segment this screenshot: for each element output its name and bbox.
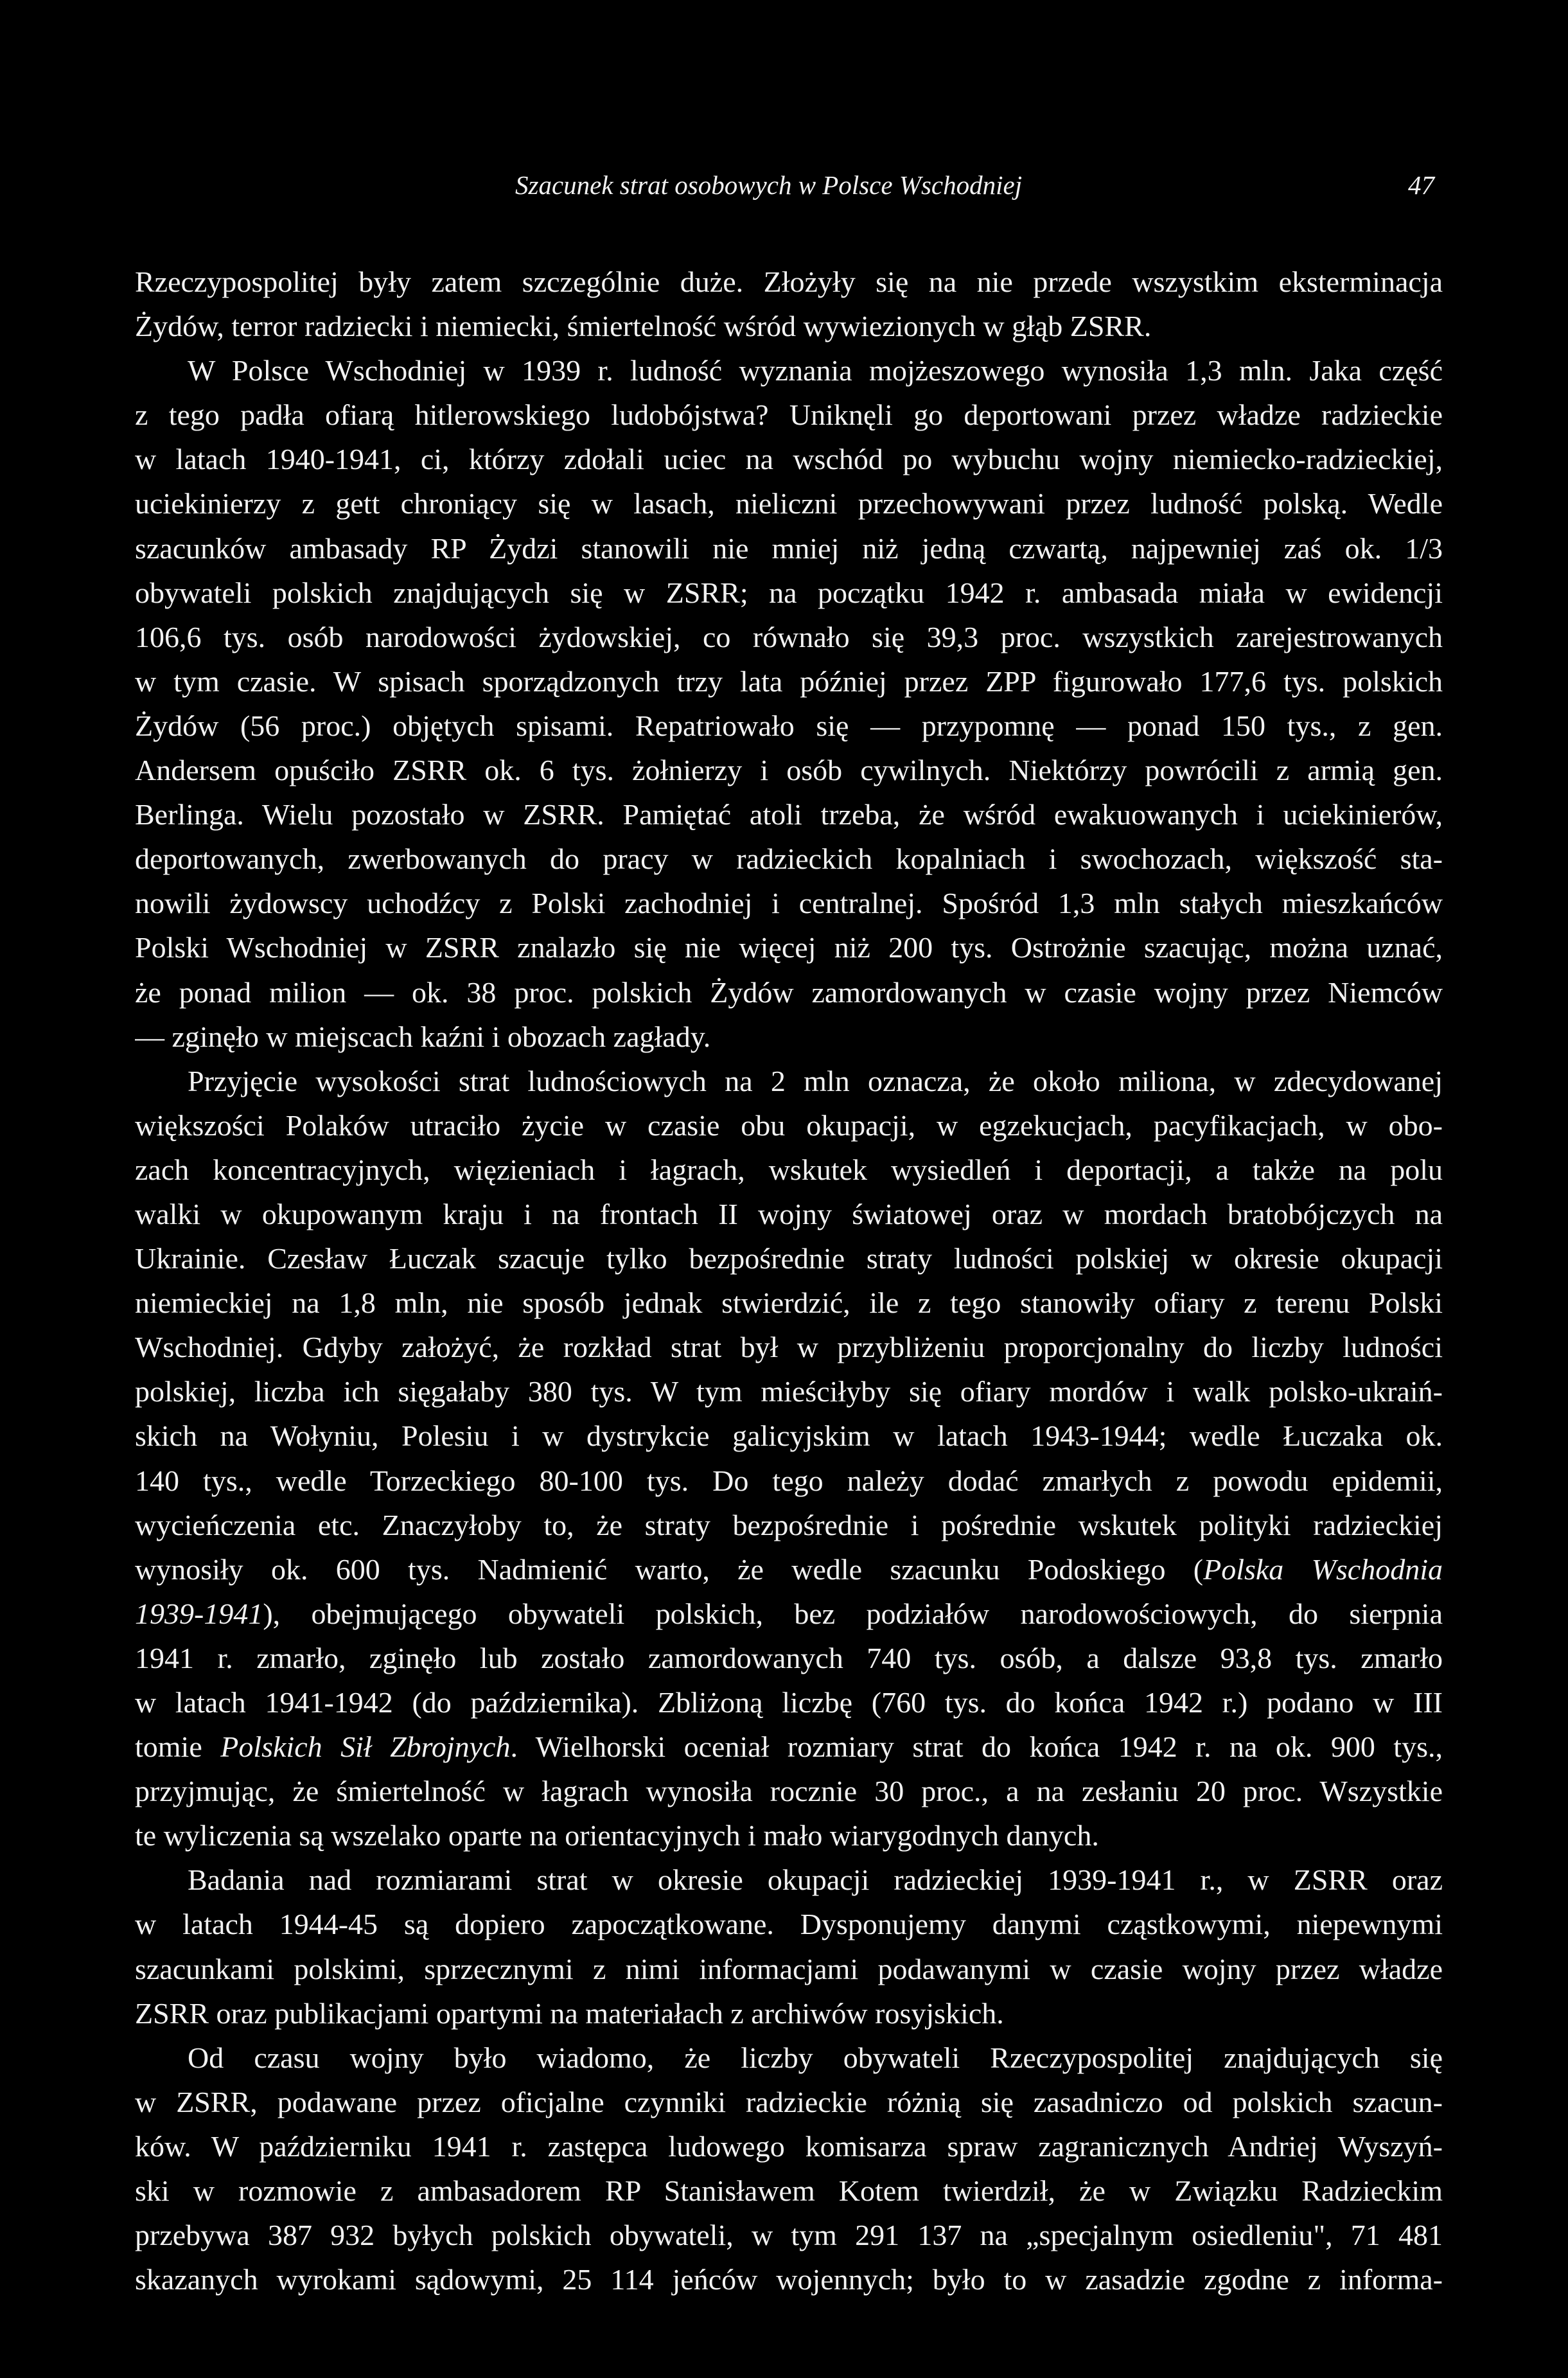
italic-title: Polska Wschodnia	[1203, 1552, 1443, 1586]
text-line	[135, 1858, 1443, 1902]
text-run: ków. W październiku 1941 r. zastępca ludowego komisarza spraw zagranicznych Andriej Wyszyń-	[135, 2129, 1443, 2163]
text-run: skich na Wołyniu, Polesiu i w dystrykcie galicyjskim w latach 1943-1944; wedle Łuczaka ok.	[135, 1419, 1443, 1453]
text-line	[135, 2080, 1443, 2124]
text-run: Rzeczypospolitej były zatem szczególnie duże. Złożyły się na nie przede wszystkim eksterminacja	[135, 265, 1443, 298]
text-run: większości Polaków utraciło życie w czasie obu okupacji, w egzekucjach, pacyfikacjach, w obo-	[135, 1108, 1443, 1142]
page-number: 47	[1408, 170, 1434, 200]
running-title: Szacunek strat osobowych w Polsce Wschodniej	[515, 170, 1023, 200]
text-run: uciekinierzy z gett chroniący się w lasach, nieliczni przechowywani przez ludność polską. Wedle	[135, 487, 1443, 520]
text-line	[135, 1414, 1443, 1458]
text-run: z tego padła ofiarą hitlerowskiego ludobójstwa? Uniknęli go deportowani przez władze radzieckie	[135, 398, 1443, 432]
text-line	[135, 970, 1443, 1015]
text-run: Od czasu wojny było wiadomo, że liczby obywateli Rzeczypospolitej znajdujących się	[188, 2041, 1443, 2074]
text-run: Berlinga. Wielu pozostało w ZSRR. Pamiętać atoli trzeba, że wśród ewakuowanych i uciekinierów,	[135, 798, 1443, 831]
italic-title: 1939-1941	[135, 1597, 263, 1630]
text-run: . Wielhorski oceniał rozmiary strat do końca 1942 r. na ok. 900 tys.,	[510, 1730, 1443, 1764]
text-run: obywateli polskich znajdujących się w ZSRR; na początku 1942 r. ambasada miała w ewidencji	[135, 576, 1443, 609]
text-line	[135, 1236, 1443, 1281]
text-line	[135, 437, 1443, 481]
text-line	[135, 2213, 1443, 2257]
text-run: w latach 1940-1941, ci, którzy zdołali uciec na wschód po wybuchu wojny niemiecko-radzieckiej,	[135, 443, 1443, 476]
text-line	[135, 615, 1443, 659]
text-run: wynosiły ok. 600 tys. Nadmienić warto, że wedle szacunku Podoskiego (	[135, 1552, 1204, 1586]
text-line	[135, 1192, 1443, 1236]
text-run: szacunkami polskimi, sprzecznymi z nimi informacjami podawanymi w czasie wojny przez władze	[135, 1952, 1443, 1985]
text-run: te wyliczenia są wszelako oparte na orientacyjnych i mało wiarygodnych danych.	[135, 1819, 1099, 1852]
text-run: że ponad milion — ok. 38 proc. polskich Żydów zamordowanych w czasie wojny przez Niemców	[135, 975, 1443, 1009]
text-line	[135, 1369, 1443, 1414]
text-line	[135, 792, 1443, 837]
text-run: W Polsce Wschodniej w 1939 r. ludność wyznania mojżeszowego wynosiła 1,3 mln. Jaka część	[188, 354, 1443, 387]
text-line	[135, 1636, 1443, 1680]
text-line	[135, 1059, 1443, 1103]
text-line	[135, 1148, 1443, 1192]
text-run: Polski Wschodniej w ZSRR znalazło się nie więcej niż 200 tys. Ostrożnie szacując, można uznać,	[135, 931, 1443, 964]
text-line	[135, 348, 1443, 393]
text-line	[135, 1592, 1443, 1636]
body-text	[135, 260, 1443, 2302]
text-line	[135, 2124, 1443, 2169]
text-line	[135, 1991, 1443, 2036]
text-line	[135, 1015, 1443, 1059]
text-line	[135, 837, 1443, 881]
text-line	[135, 2036, 1443, 2080]
text-run: tomie	[135, 1730, 221, 1764]
text-run: — zginęło w miejscach kaźni i obozach zagłady.	[135, 1020, 711, 1053]
text-run: Żydów, terror radziecki i niemiecki, śmiertelność wśród wywiezionych w głąb ZSRR.	[135, 310, 1152, 343]
text-line	[135, 260, 1443, 304]
text-run: skazanych wyrokami sądowymi, 25 114 jeńców wojennych; było to w zasadzie zgodne z informa-	[135, 2263, 1443, 2296]
text-run: niemieckiej na 1,8 mln, nie sposób jednak stwierdzić, ile z tego stanowiły ofiary z terenu Polski	[135, 1286, 1443, 1320]
text-line	[135, 1813, 1443, 1858]
italic-title: Polskich Sił Zbrojnych	[220, 1730, 511, 1764]
text-run: 1941 r. zmarło, zginęło lub zostało zamordowanych 740 tys. osób, a dalsze 93,8 tys. zmarło	[135, 1641, 1443, 1674]
text-run: szacunków ambasady RP Żydzi stanowili nie mniej niż jedną czwartą, najpewniej zaś ok. 1/3	[135, 531, 1443, 565]
text-line	[135, 1503, 1443, 1547]
text-line	[135, 1769, 1443, 1813]
text-run: przebywa 387 932 byłych polskich obywateli, w tym 291 137 na „specjalnym osiedleniu", 71 481	[135, 2219, 1443, 2252]
text-line	[135, 1947, 1443, 1991]
text-run: Wschodniej. Gdyby założyć, że rozkład strat był w przybliżeniu proporcjonalny do liczby ludności	[135, 1331, 1443, 1364]
text-line	[135, 1680, 1443, 1725]
text-run: 106,6 tys. osób narodowości żydowskiej, co równało się 39,3 proc. wszystkich zarejestrowanych	[135, 620, 1443, 653]
text-run: Andersem opuściło ZSRR ok. 6 tys. żołnierzy i osób cywilnych. Niektórzy powrócili z armią gen.	[135, 754, 1443, 787]
text-run: nowili żydowscy uchodźcy z Polski zachodniej i centralnej. Spośród 1,3 mln stałych mieszkańców	[135, 887, 1443, 920]
text-line	[135, 1281, 1443, 1325]
text-line	[135, 526, 1443, 571]
text-run: ski w rozmowie z ambasadorem RP Stanisławem Kotem twierdził, że w Związku Radzieckim	[135, 2174, 1443, 2208]
text-run: 140 tys., wedle Torzeckiego 80-100 tys. Do tego należy dodać zmarłych z powodu epidemii,	[135, 1464, 1443, 1497]
text-line	[135, 2169, 1443, 2213]
text-run: polskiej, liczba ich sięgałaby 380 tys. W tym mieściłyby się ofiary mordów i walk polsko-ukraiń-	[135, 1375, 1443, 1408]
text-line	[135, 304, 1443, 348]
text-run: ZSRR oraz publikacjami opartymi na materiałach z archiwów rosyjskich.	[135, 1996, 1004, 2030]
text-run: wycieńczenia etc. Znaczyłoby to, że straty bezpośrednie i pośrednie wskutek polityki radzieckiej	[135, 1508, 1443, 1541]
text-line	[135, 393, 1443, 437]
text-run: Przyjęcie wysokości strat ludnościowych na 2 mln oznacza, że około miliona, w zdecydowanej	[188, 1064, 1443, 1097]
text-run: zach koncentracyjnych, więzieniach i łagrach, wskutek wysiedleń i deportacji, a także na polu	[135, 1153, 1443, 1186]
text-run: w latach 1941-1942 (do października). Zbliżoną liczbę (760 tys. do końca 1942 r.) podano w III	[135, 1686, 1443, 1719]
text-run: walki w okupowanym kraju i na frontach II wojny światowej oraz w mordach bratobójczych na	[135, 1197, 1443, 1230]
text-line	[135, 571, 1443, 615]
text-line	[135, 481, 1443, 526]
text-run: Żydów (56 proc.) objętych spisami. Repatriowało się — przypomnę — ponad 150 tys., z gen.	[135, 709, 1443, 742]
text-line	[135, 1103, 1443, 1148]
text-line	[135, 1459, 1443, 1503]
text-line	[135, 659, 1443, 704]
text-run: Badania nad rozmiarami strat w okresie okupacji radzieckiej 1939-1941 r., w ZSRR oraz	[188, 1863, 1443, 1897]
text-line	[135, 1547, 1443, 1592]
text-line	[135, 881, 1443, 925]
text-line	[135, 1902, 1443, 1946]
text-line	[135, 1325, 1443, 1369]
text-run: ), obejmującego obywateli polskich, bez podziałów narodowościowych, do sierpnia	[263, 1597, 1443, 1630]
text-run: w tym czasie. W spisach sporządzonych trzy lata później przez ZPP figurowało 177,6 tys. polskich	[135, 664, 1443, 698]
text-run: deportowanych, zwerbowanych do pracy w radzieckich kopalniach i swochozach, większość sta-	[135, 842, 1443, 876]
text-line	[135, 748, 1443, 792]
text-line	[135, 2257, 1443, 2302]
text-line	[135, 925, 1443, 970]
text-run: w ZSRR, podawane przez oficjalne czynniki radzieckie różnią się zasadniczo od polskich szacun-	[135, 2085, 1443, 2118]
text-run: w latach 1944-45 są dopiero zapoczątkowane. Dysponujemy danymi cząstkowymi, niepewnymi	[135, 1908, 1443, 1941]
text-run: Ukrainie. Czesław Łuczak szacuje tylko bezpośrednie straty ludności polskiej w okresie okupacji	[135, 1242, 1443, 1275]
text-run: przyjmując, że śmiertelność w łagrach wynosiła rocznie 30 proc., a na zesłaniu 20 proc. Wszystkie	[135, 1775, 1443, 1808]
text-line	[135, 704, 1443, 748]
page-header	[0, 159, 1568, 211]
text-line	[135, 1725, 1443, 1769]
